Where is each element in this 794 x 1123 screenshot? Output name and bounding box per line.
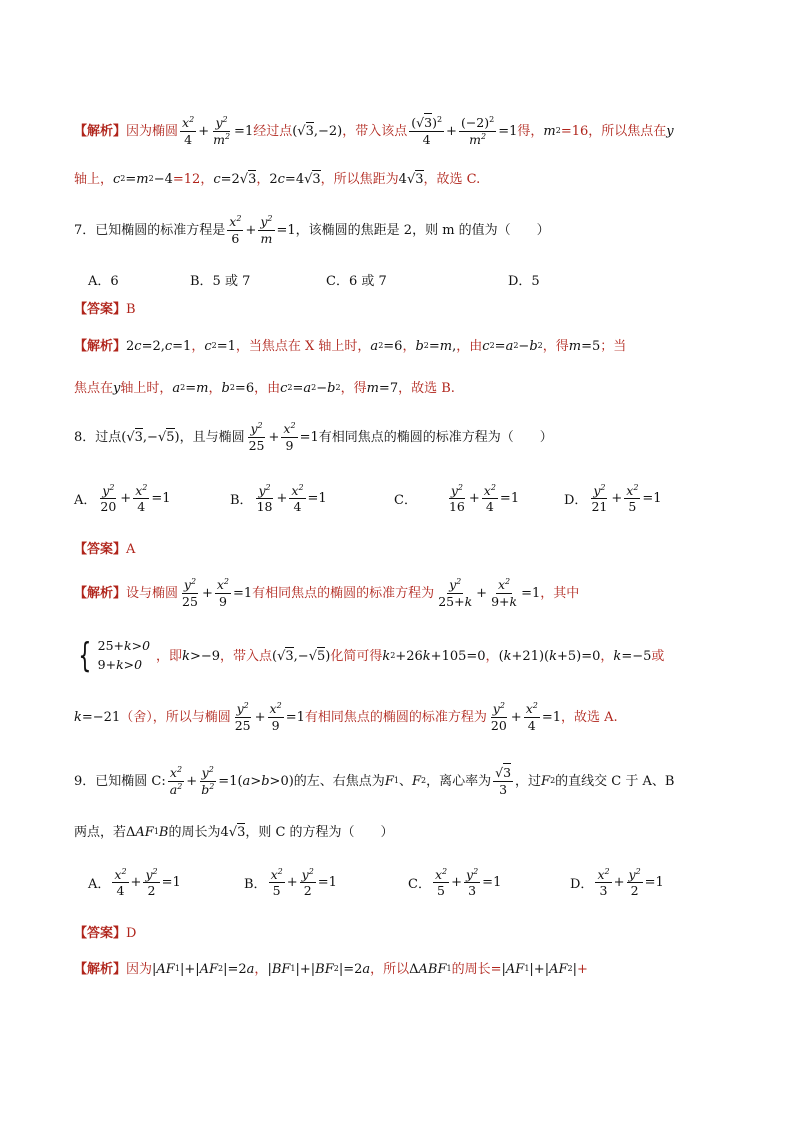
math-fraction: $\frac{x^2}{4}$: [182, 115, 195, 147]
q8-option-d[interactable]: D． $\frac{y^2}{21}$ + $\frac{x^2}{5}$ =1: [564, 483, 662, 515]
q9-option-a[interactable]: A． $\frac{x^2}{4}$ + $\frac{y^2}{2}$ =1: [88, 867, 181, 899]
q7-option-b[interactable]: B．5 或 7: [190, 274, 251, 289]
q8-option-c[interactable]: C． $\frac{y^2}{16}$ + $\frac{x^2}{4}$ =1: [394, 483, 520, 515]
q7-option-d[interactable]: D．5: [508, 274, 540, 289]
math-fraction: $\frac{x^2}{6}$: [229, 214, 242, 246]
math-fraction: $\frac{x^2}{9}$: [283, 421, 296, 453]
q9-stem-line-1: 9．已知椭圆 C: $\frac{x^2}{a^2}$ + $\frac{y^2}{b^2}$ =1( a > b >0) 的左、右焦点为 F 1 、 F 2 ，离心率为 $\frac{√3}{3}$ ，过 F 2 的直线交 C 于 A、B: [74, 765, 675, 797]
q7-answer-value: B: [126, 301, 136, 317]
q7-option-a[interactable]: A．6: [88, 274, 119, 289]
math-fraction: $\frac{y^2}{25}$: [248, 421, 265, 453]
q7-option-c[interactable]: C．6 或 7: [326, 274, 387, 289]
q8-analysis-line-1: 【解析】 设与椭圆 $\frac{y^2}{25}$ + $\frac{x^2}{9}$ =1 有相同焦点的椭圆的标准方程为 $\frac{y^2}{25+k}$ + $\frac{x^2}{9+k}$ =1 ，其中: [74, 577, 580, 609]
q8-option-b[interactable]: B． $\frac{y^2}{18}$ + $\frac{x^2}{4}$ =1: [230, 483, 327, 515]
q8-answer-value: A: [126, 541, 136, 557]
q8-stem: 8．过点 (√3,−√5) ，且与椭圆 $\frac{y^2}{25}$ + $\frac{x^2}{9}$ =1 有相同焦点的椭圆的标准方程为（ ）: [74, 421, 553, 453]
q8-analysis-line-3: k =−21 （舍），所以与椭圆 $\frac{y^2}{25}$ + $\frac{x^2}{9}$ =1 有相同焦点的椭圆的标准方程为 $\frac{y^2}{20}$ + $\frac{x^2}{4}$ =1 ，故选 A.: [74, 701, 618, 733]
q6-analysis-line-1: 【解析】 因为椭圆 $\frac{x^2}{4}$ + $\frac{y^2}{m^2}$ =1 经过点 (√3,−2) ，带入该点 $\frac{(√3)^2}{4}$ + $\frac{(-2)^2}{m^2}$ =1 得， m 2 =16，所以焦点在 y: [74, 115, 674, 147]
q9-option-b[interactable]: B． $\frac{x^2}{5}$ + $\frac{y^2}{2}$ =1: [244, 867, 337, 899]
q9-option-d[interactable]: D． $\frac{x^2}{3}$ + $\frac{y^2}{2}$ =1: [570, 867, 664, 899]
q7-analysis-line-2: 焦点在 y 轴上时， a 2 = m ， b 2 =6 ，由 c 2 = a 2 − b 2 ，得 m =7 ，故选 B.: [74, 380, 455, 396]
q6-analysis-line-2: 轴上， c 2 = m 2 −4 =12， c =2√3 ， 2 c =4√3 ，所以焦距为 4√3 ，故选 C.: [74, 171, 481, 187]
math-fraction: $\frac{(√3)^2}{4}$: [411, 115, 443, 147]
q7-analysis-line-1: 【解析】 2 c =2, c =1 ， c 2 =1 ，当焦点在 X 轴上时， a 2 =6 ， b 2 = m , ，由 c 2 = a 2 − b 2 ，得 m =5 ；当: [74, 338, 627, 354]
q8-analysis-line-2: { 25+k>0 9+k>0 ，即 k >−9 ，带入点 (√3,−√5) 化简可得 k 2 +26 k +105=0 ， ( k +21)( k +5)=0 ， k =−5 或: [74, 636, 754, 676]
q8-answer: 【答案】 A: [74, 541, 136, 557]
q9-answer: 【答案】 D: [74, 925, 137, 941]
math-fraction: $\frac{(-2)^2}{m^2}$: [460, 115, 495, 147]
inequality-system: { 25+k>0 9+k>0: [78, 636, 151, 676]
math-fraction: $\frac{y^2}{m^2}$: [213, 115, 231, 147]
analysis-label: 【解析】: [74, 123, 127, 139]
q9-option-c[interactable]: C． $\frac{x^2}{5}$ + $\frac{y^2}{3}$ =1: [408, 867, 502, 899]
math-fraction: $\frac{y^2}{m}$: [260, 214, 273, 246]
q9-analysis-line-1: 【解析】 因为 | AF 1 |+| AF 2 |=2 a ， | BF 1 |+| BF 2 |=2 a ，所以 Δ ABF 1 的周长= | AF 1 |+| AF 2 | +: [74, 961, 588, 977]
q9-answer-value: D: [126, 925, 137, 941]
q7-stem: 7．已知椭圆的标准方程是 $\frac{x^2}{6}$ + $\frac{y^2}{m}$ =1 ，该椭圆的焦距是 2，则 m 的值为（ ）: [74, 214, 550, 246]
q8-option-a[interactable]: A． $\frac{y^2}{20}$ + $\frac{x^2}{4}$ =1: [74, 483, 171, 515]
q9-stem-line-2: 两点，若 Δ AF 1 B 的周长为 4√3 ，则 C 的方程为（ ）: [74, 824, 394, 840]
q7-answer: 【答案】 B: [74, 301, 136, 317]
